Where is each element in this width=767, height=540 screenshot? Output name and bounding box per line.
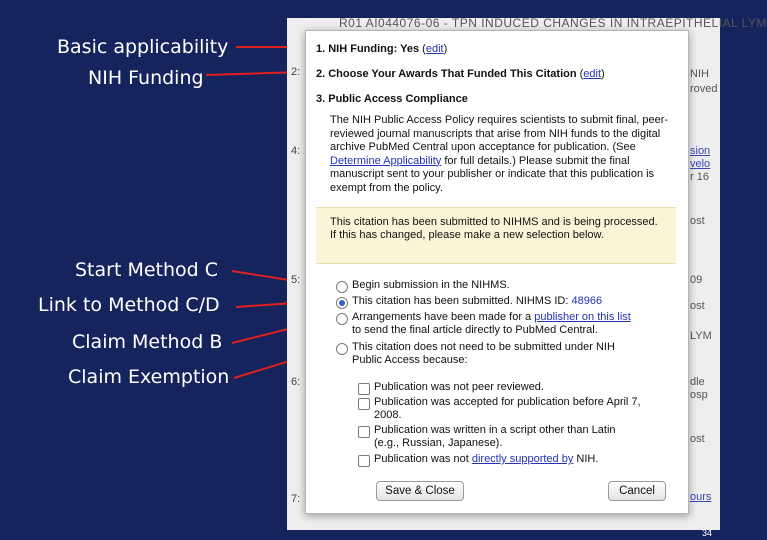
directly-supported-link[interactable]: directly supported by [471,453,574,465]
non-latin-text-2: (e.g., Russian, Japanese). [374,437,503,449]
before-2008-checkbox[interactable] [358,398,370,410]
publisher-arrangement-radio[interactable] [336,313,348,325]
publisher-list-link[interactable]: publisher on this list [534,311,631,323]
not-peer-reviewed-label: Publication was not peer reviewed. [374,381,544,393]
begin-submission-label: Begin submission in the NIHMS. [352,279,510,291]
not-supported-suffix: NIH. [576,453,599,465]
background-row-number: 5: [291,274,301,286]
not-peer-reviewed-checkbox[interactable] [358,383,370,395]
already-submitted-text: This citation has been submitted. NIHMS ID: [352,295,569,307]
background-fragment: osp [690,389,708,401]
policy-text-part1: The NIH Public Access Policy requires scientists to submit final, peer-reviewed journal manuscripts that arise from NIH funds to the digital archive PubMed Central upon acceptance for publication. (See [330,114,669,153]
step-nih-funding-label: 1. NIH Funding: Yes [316,43,420,55]
exempt-radio[interactable] [336,343,348,355]
not-supported-text: Publication was not [374,453,469,465]
begin-submission-radio[interactable] [336,281,348,293]
annotation-link-method-cd: Link to Method C/D [38,294,220,316]
background-row-number: 4: [291,145,301,157]
policy-text-part2: for full details.) Please submit the final manuscript sent to your publisher or indicate that this publication is exempt from the policy. [330,154,655,194]
background-fragment: NIH [690,68,709,80]
status-notice [316,207,676,264]
policy-text [330,114,670,195]
publisher-arrangement-text-2: to send the final article directly to PubMed Central. [352,324,598,336]
background-fragment: r 16 [690,171,709,183]
annotation-start-method-c: Start Method C [75,259,219,281]
background-row-number: 7: [291,493,301,505]
non-latin-script-label [374,424,616,450]
non-latin-text-1: Publication was written in a script other than Latin [374,424,616,436]
step-nih-funding: 1. NIH Funding: Yes (edit) [316,43,448,55]
background-row-number: 2: [291,66,301,78]
before-2008-text-2: 2008. [374,409,402,421]
background-row-number: 6: [291,376,301,388]
background-fragment: ost [690,215,705,227]
background-fragment: ost [690,300,705,312]
annotation-basic-applicability: Basic applicability [57,36,229,58]
nihms-id: 48966 [571,295,603,307]
already-submitted-radio[interactable] [336,297,348,309]
background-fragment[interactable]: ours [690,491,712,503]
background-fragment: 09 [690,274,703,286]
step-choose-awards-label: 2. Choose Your Awards That Funded This Citation [316,68,577,80]
already-submitted-label [352,295,602,308]
not-supported-checkbox[interactable] [358,455,370,467]
not-supported-label [374,453,598,466]
edit-awards-link[interactable]: edit [583,68,602,80]
background-fragment: ost [690,433,705,445]
before-2008-text-1: Publication was accepted for publication before April 7, [374,396,641,408]
status-notice-text: This citation has been submitted to NIHMS and is being processed. If this has changed, please make a new selection below. [330,216,658,241]
exempt-label [352,341,615,367]
edit-funding-link[interactable]: edit [425,43,444,55]
exempt-text-1: This citation does not need to be submitted under NIH [352,341,615,353]
save-close-button[interactable]: Save & Close [376,481,464,501]
annotation-nih-funding: NIH Funding [88,67,204,89]
background-fragment[interactable]: velo [690,158,711,170]
annotation-claim-exemption: Claim Exemption [68,366,230,388]
exempt-text-2: Public Access because: [352,354,468,366]
background-fragment: roved [690,83,718,95]
cancel-button[interactable]: Cancel [608,481,666,501]
slide-number: 34 [701,528,712,538]
background-fragment: LYM [690,330,712,342]
background-grant-title: R01 AI044076-06 - TPN INDUCED CHANGES IN INTRAEPITHELIAL LYM [339,16,767,30]
before-2008-label [374,396,641,422]
background-fragment[interactable]: sion [690,145,711,157]
step-public-access-compliance: 3. Public Access Compliance [316,93,468,105]
step-choose-awards: 2. Choose Your Awards That Funded This Citation (edit) [316,68,605,80]
public-access-dialog [305,30,689,514]
annotation-claim-method-b: Claim Method B [72,331,223,353]
non-latin-script-checkbox[interactable] [358,426,370,438]
background-fragment: dle [690,376,705,388]
publisher-arrangement-label [352,311,631,337]
determine-applicability-link[interactable]: Determine Applicability [330,154,442,167]
publisher-arrangement-text: Arrangements have been made for a [352,311,532,323]
